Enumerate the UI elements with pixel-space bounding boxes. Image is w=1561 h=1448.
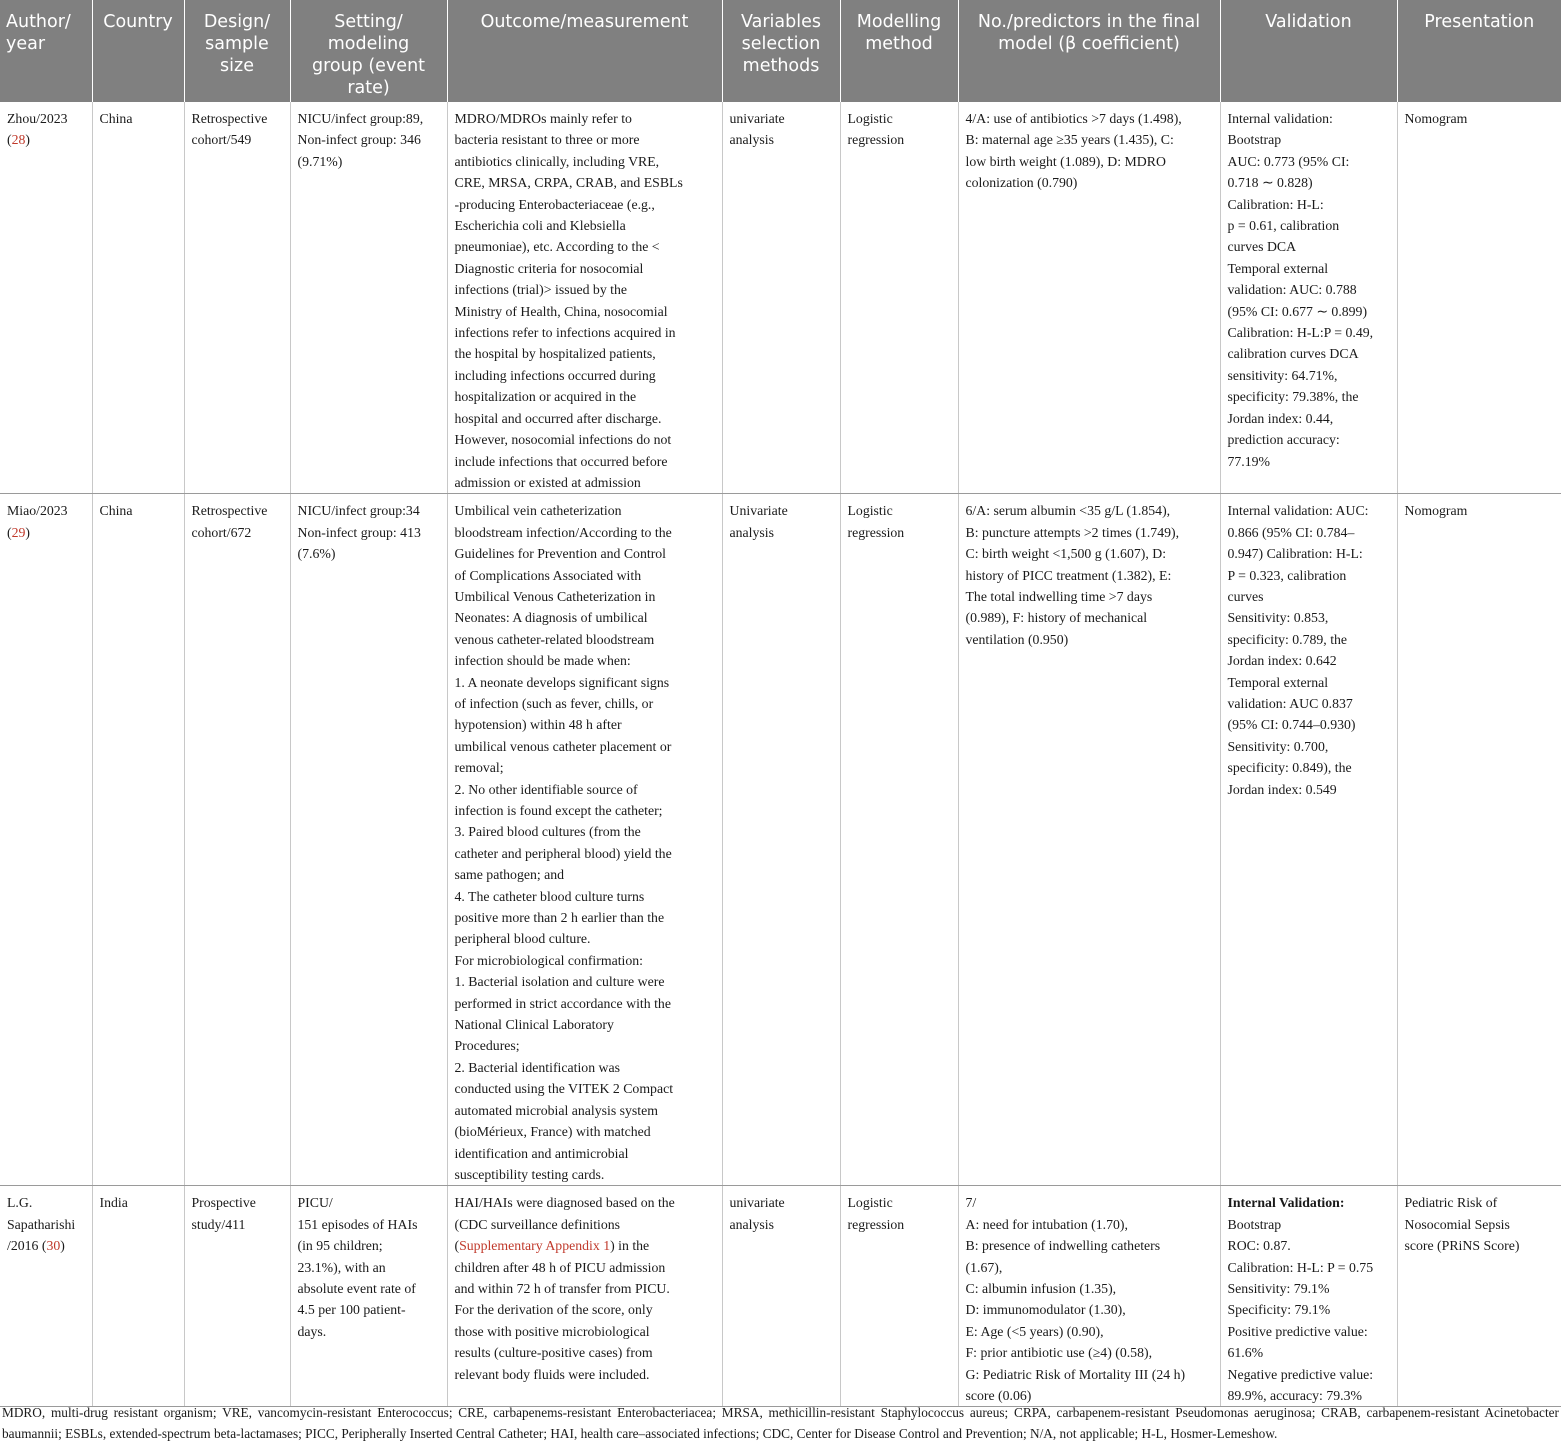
header-country: Country (92, 0, 184, 102)
cell-selection: Univariate analysis (722, 494, 840, 1186)
validation-lead: Internal Validation: (1227, 1195, 1345, 1211)
cell-outcome: MDRO/MDROs mainly refer to bacteria resistant to three or more antibiotics clinically, including VRE, CRE, MRSA, CRPA, CRAB, and ESBLs -producing Enterobacteriaceae (e.g., Escherichia coli and Klebsiella pneumoniae), etc. According to the < Diagnostic criteria for nosocomial infections (trial)> issued by the Ministry of Health, China, nosocomial infections refer to infections acquired in the hospital by hospitalized patients, including infections occurred during hospitalization or acquired in the hospital and occurred after discharge. However, nosocomial infections do not include infections that occurred before admission or existed at admission (447, 102, 722, 494)
cell-setting: PICU/ 151 episodes of HAIs (in 95 children; 23.1%), with an absolute event rate of 4.5 per 100 patient- days. (290, 1186, 447, 1407)
cell-country: China (92, 102, 184, 494)
cell-outcome: Umbilical vein catheterization bloodstream infection/According to the Guidelines for Prevention and Control of Complications Associated with Umbilical Venous Catheterization in Neonates: A diagnosis of umbilical venous catheter-related bloodstream infection should be made when: 1. A neonate develops significant signs of infection (such as fever, chills, or hypotension) within 48 h after umbilical venous catheter placement or removal; 2. No other identifiable source of infection is found except the catheter; 3. Paired blood cultures (from the catheter and peripheral blood) yield the same pathogen; and 4. The catheter blood culture turns positive more than 2 h earlier than the peripheral blood culture. For microbiological confirmation: 1. Bacterial isolation and culture were performed in strict accordance with the National Clinical Laboratory Procedures; 2. Bacterial identification was conducted using the VITEK 2 Compact automated microbial analysis system (bioMérieux, France) with matched identification and antimicrobial susceptibility testing cards. (447, 494, 722, 1186)
cell-predictors: 6/A: serum albumin <35 g/L (1.854), B: puncture attempts >2 times (1.749), C: birth weight <1,500 g (1.607), D: history of PICC treatment (1.382), E: The total indwelling time >7 days (0.989), F: history of mechanical ventilation (0.950) (958, 494, 1220, 1186)
header-presentation: Presentation (1397, 0, 1561, 102)
header-variable-selection: Variables selection methods (722, 0, 840, 102)
table-row (0, 102, 1561, 494)
reference-link[interactable]: 28 (11, 132, 26, 148)
header-setting: Setting/ modeling group (event rate) (290, 0, 447, 102)
cell-author-year: Zhou/2023 (28) (0, 102, 92, 494)
cell-setting: NICU/infect group:34 Non-infect group: 413 (7.6%) (290, 494, 447, 1186)
header-validation: Validation (1220, 0, 1397, 102)
cell-method: Logistic regression (840, 494, 958, 1186)
cell-author-year: L.G. Sapatharishi /2016 (30) (0, 1186, 92, 1407)
cell-presentation: Pediatric Risk of Nosocomial Sepsis score (PRiNS Score) (1397, 1186, 1561, 1407)
cell-validation: Internal validation: Bootstrap AUC: 0.773 (95% CI: 0.718 ∼ 0.828) Calibration: H-L: p = 0.61, calibration curves DCA Temporal external validation: AUC: 0.788 (95% CI: 0.677 ∼ 0.899) Calibration: H-L:P = 0.49, calibration curves DCA sensitivity: 64.71%, specificity: 79.38%, the Jordan index: 0.44, prediction accuracy: 77.19% (1220, 102, 1397, 494)
table-footnote: MDRO, multi-drug resistant organism; VRE, vancomycin-resistant Enterococcus; CRE, carbapenems-resistant Enterobacteriacea; MRSA, methicillin-resistant Staphylococcus aureus; CRPA, carbapenem-resistant Pseudomonas aeruginosa; CRAB, carbapenem-resistant Acinetobacter baumannii; ESBLs, extended-spectrum beta-lactamases; PICC, Peripherally Inserted Central Catheter; HAI, health care–associated infections; CDC, Center for Disease Control and Prevention; N/A, not applicable; H-L, Hosmer-Lemeshow. (2, 1405, 1559, 1441)
cell-predictors: 7/ A: need for intubation (1.70), B: presence of indwelling catheters (1.67), C: albumin infusion (1.35), D: immunomodulator (1.30), E: Age (<5 years) (0.90), F: prior antibiotic use (≥4) (0.58), G: Pediatric Risk of Mortality III (24 h) score (0.06) (958, 1186, 1220, 1407)
header-row (0, 0, 1561, 102)
cell-country: China (92, 494, 184, 1186)
cell-design: Retrospective cohort/549 (184, 102, 290, 494)
cell-author-year: Miao/2023 (29) (0, 494, 92, 1186)
reference-link[interactable]: 29 (11, 524, 26, 540)
cell-outcome: HAI/HAIs were diagnosed based on the (CDC surveillance definitions (Supplementary Appendix 1) in the children after 48 h of PICU admission and within 72 h of transfer from PICU. For the derivation of the score, only those with positive microbiological results (culture-positive cases) from relevant body fluids were included. (447, 1186, 722, 1407)
supplementary-appendix-link[interactable]: Supplementary Appendix 1 (459, 1238, 611, 1254)
cell-predictors: 4/A: use of antibiotics >7 days (1.498), B: maternal age ≥35 years (1.435), C: low birth weight (1.089), D: MDRO colonization (0.790) (958, 102, 1220, 494)
cell-selection: univariate analysis (722, 102, 840, 494)
cell-setting: NICU/infect group:89, Non-infect group: 346 (9.71%) (290, 102, 447, 494)
header-design-sample-size: Design/ sample size (184, 0, 290, 102)
cell-validation: Internal Validation: Bootstrap ROC: 0.87. Calibration: H-L: P = 0.75 Sensitivity: 79.1% Specificity: 79.1% Positive predictive value: 61.6% Negative predictive value: 89.9%, accuracy: 79.3% (1220, 1186, 1397, 1407)
header-author-year: Author/ year (0, 0, 92, 102)
cell-presentation: Nomogram (1397, 102, 1561, 494)
cell-country: India (92, 1186, 184, 1407)
cell-validation: Internal validation: AUC: 0.866 (95% CI: 0.784– 0.947) Calibration: H-L: P = 0.323, calibration curves Sensitivity: 0.853, specificity: 0.789, the Jordan index: 0.642 Temporal external validation: AUC 0.837 (95% CI: 0.744–0.930) Sensitivity: 0.700, specificity: 0.849), the Jordan index: 0.549 (1220, 494, 1397, 1186)
header-modelling-method: Modelling method (840, 0, 958, 102)
header-outcome: Outcome/measurement (447, 0, 722, 102)
table-row (0, 1186, 1561, 1407)
cell-method: Logistic regression (840, 1186, 958, 1407)
cell-design: Prospective study/411 (184, 1186, 290, 1407)
header-predictors: No./predictors in the final model (β coefficient) (958, 0, 1220, 102)
cell-method: Logistic regression (840, 102, 958, 494)
cell-selection: univariate analysis (722, 1186, 840, 1407)
table-row (0, 494, 1561, 1186)
reference-link[interactable]: 30 (46, 1238, 61, 1254)
cell-design: Retrospective cohort/672 (184, 494, 290, 1186)
cell-presentation: Nomogram (1397, 494, 1561, 1186)
